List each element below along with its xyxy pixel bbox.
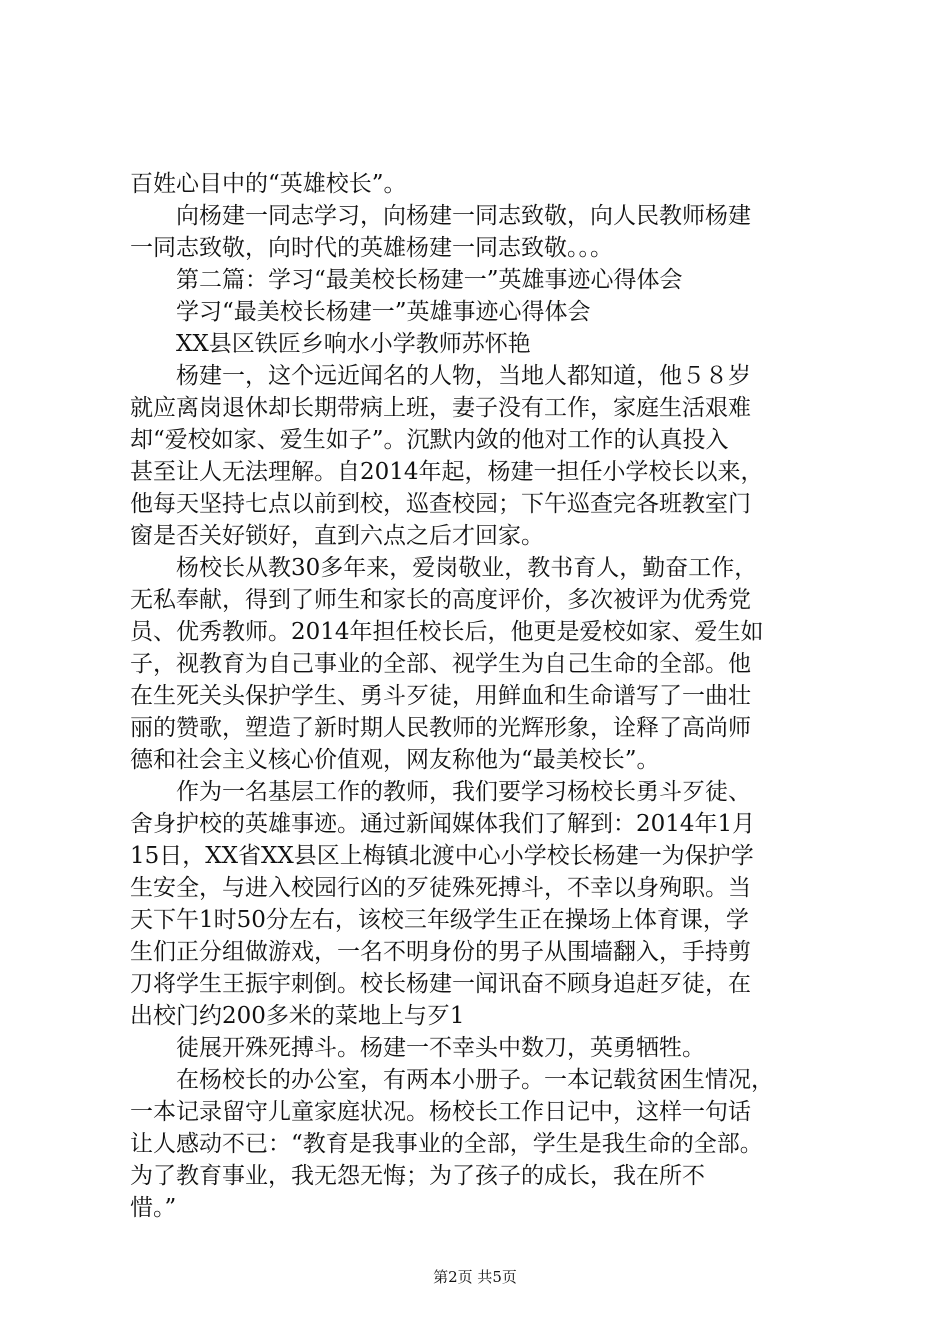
text-line: 丽的赞歌，塑造了新时期人民教师的光辉形象，诠释了高尚师	[130, 715, 751, 741]
author-line: XX县区铁匠乡响水小学教师苏怀艳	[176, 331, 531, 357]
text-line: 员、优秀教师。2014年担任校长后，他更是爱校如家、爱生如	[130, 619, 764, 645]
text-line: 在杨校长的办公室，有两本小册子。一本记载贫困生情况，	[176, 1067, 774, 1093]
text-line: 在生死关头保护学生、勇斗歹徒，用鲜血和生命谱写了一曲壮	[130, 683, 751, 709]
text-line: 一本记录留守儿童家庭状况。杨校长工作日记中，这样一句话	[130, 1099, 751, 1125]
text-line: 刀将学生王振宇刺倒。校长杨建一闻讯奋不顾身追赶歹徒，在	[130, 971, 751, 997]
text-line: 他每天坚持七点以前到校，巡查校园；下午巡查完各班教室门	[130, 491, 751, 517]
text-line: 惜。”	[130, 1195, 177, 1221]
text-line: 杨建一，这个远近闻名的人物，当地人都知道，他５８岁	[176, 363, 751, 389]
article-title: 学习“最美校长杨建一”英雄事迹心得体会	[176, 299, 591, 325]
text-line: 杨校长从教30多年来，爱岗敬业，教书育人，勤奋工作，	[176, 555, 758, 581]
text-line: 15日，XX省XX县区上梅镇北渡中心小学校长杨建一为保护学	[130, 843, 754, 869]
document-body	[130, 168, 830, 1224]
text-line: 无私奉献，得到了师生和家长的高度评价，多次被评为优秀党	[130, 587, 751, 613]
text-line: 徒展开殊死搏斗。杨建一不幸头中数刀，英勇牺牲。	[176, 1035, 705, 1061]
text-line: 天下午1时50分左右，该校三年级学生正在操场上体育课，学	[130, 907, 749, 933]
text-line: 让人感动不已：“教育是我事业的全部，学生是我生命的全部。	[130, 1131, 763, 1157]
page-number: 第2页 共5页	[433, 1268, 517, 1286]
text-line: 子，视教育为自己事业的全部、视学生为自己生命的全部。他	[130, 651, 751, 677]
text-line: 出校门约200多米的菜地上与歹1	[130, 1003, 465, 1029]
text-line: 就应离岗退休却长期带病上班，妻子没有工作，家庭生活艰难	[130, 395, 751, 421]
text-line: 向杨建一同志学习，向杨建一同志致敬，向人民教师杨建	[176, 203, 751, 229]
text-line: 舍身护校的英雄事迹。通过新闻媒体我们了解到：2014年1月	[130, 811, 756, 837]
text-line: 生安全，与进入校园行凶的歹徒殊死搏斗，不幸以身殉职。当	[130, 875, 751, 901]
text-line: 作为一名基层工作的教师，我们要学习杨校长勇斗歹徒、	[176, 779, 751, 805]
text-line: 德和社会主义核心价值观，网友称他为“最美校长”。	[130, 747, 660, 773]
text-line: 一同志致敬，向时代的英雄杨建一同志致敬。。。	[130, 235, 613, 261]
text-line: 生们正分组做游戏，一名不明身份的男子从围墙翻入，手持剪	[130, 939, 751, 965]
text-line: 却“爱校如家、爱生如子”。沉默内敛的他对工作的认真投入	[130, 427, 729, 453]
text-line: 百姓心目中的“英雄校长”。	[130, 171, 407, 197]
section-heading: 第二篇：学习“最美校长杨建一”英雄事迹心得体会	[176, 267, 683, 293]
text-line: 窗是否关好锁好，直到六点之后才回家。	[130, 523, 544, 549]
text-line: 为了教育事业，我无怨无悔；为了孩子的成长，我在所不	[130, 1163, 705, 1189]
text-line: 甚至让人无法理解。自2014年起，杨建一担任小学校长以来，	[130, 459, 764, 485]
